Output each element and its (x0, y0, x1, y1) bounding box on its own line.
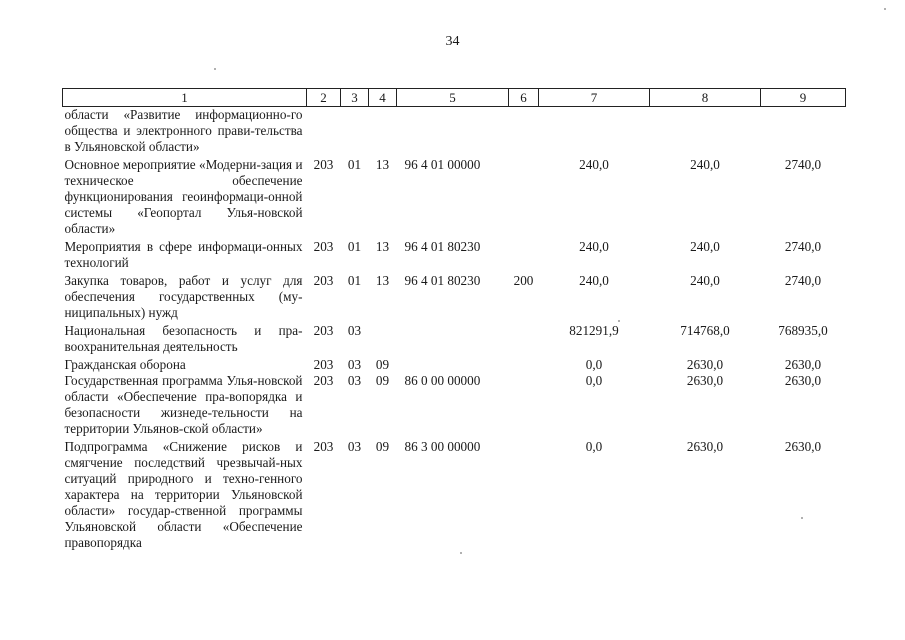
cell-subsection: 09 (375, 439, 390, 454)
cell-section: 01 (347, 239, 362, 254)
cell-amount-9 (761, 107, 846, 158)
cell-amount-8: 240,0 (690, 239, 720, 254)
cell-target-article (397, 323, 509, 357)
row-name: Гражданская оборона (64, 357, 186, 372)
cell-amount-9: 2630,0 (784, 373, 822, 388)
cell-target-article (397, 357, 509, 373)
cell-amount-7: 240,0 (579, 273, 609, 288)
cell-amount-8: 2630,0 (686, 357, 724, 372)
cell-amount-8: 240,0 (690, 157, 720, 172)
cell-section: 01 (347, 157, 362, 172)
cell-section: 03 (347, 357, 362, 372)
row-name: Подпрограмма «Снижение рисков и смягчение последствий чрезвычай-ных ситуаций природного и техно-генного характера на территории Ульяновской области» государ-ственной программы Ульяновской области «Обеспечение правопорядка (64, 439, 303, 550)
cell-section: 03 (347, 373, 362, 388)
table-header-row (63, 89, 846, 107)
cell-amount-9: 2740,0 (784, 239, 822, 254)
cell-adm: 203 (313, 439, 334, 454)
cell-amount-9: 2740,0 (784, 157, 822, 172)
table-row (63, 157, 846, 239)
cell-amount-7: 0,0 (585, 439, 603, 454)
cell-amount-7: 821291,9 (569, 323, 619, 338)
scan-speck (618, 320, 620, 322)
table-row (63, 373, 846, 439)
cell-target-article: 86 3 00 00000 (404, 439, 481, 454)
table-row (63, 107, 846, 158)
cell-subsection: 09 (375, 373, 390, 388)
cell-amount-8 (650, 107, 761, 158)
column-header: 1 (63, 89, 307, 107)
cell-subsection: 13 (375, 273, 390, 288)
cell-subsection: 09 (375, 357, 390, 372)
row-name: Государственная программа Улья-новской области «Обеспечение пра-вопорядка и безопасности жизнеде-тельности на территории Ульянов-ской области» (64, 373, 303, 436)
column-header: 6 (509, 89, 539, 107)
column-header: 3 (341, 89, 369, 107)
cell-amount-9: 2740,0 (784, 273, 822, 288)
cell-amount-8: 240,0 (690, 273, 720, 288)
cell-section: 03 (347, 323, 362, 338)
cell-subsection: 13 (375, 157, 390, 172)
table-row (63, 439, 846, 551)
cell-target-article: 96 4 01 00000 (404, 157, 481, 172)
cell-adm (307, 107, 341, 158)
cell-subsection: 13 (375, 239, 390, 254)
column-header: 8 (650, 89, 761, 107)
cell-amount-7: 240,0 (579, 239, 609, 254)
cell-subsection (369, 323, 397, 357)
budget-table (62, 88, 846, 551)
cell-expense-type (509, 323, 539, 357)
cell-expense-type (509, 239, 539, 273)
column-header: 5 (397, 89, 509, 107)
row-name: Закупка товаров, работ и услуг для обеспечения государственных (му-ниципальных) нужд (64, 273, 303, 320)
cell-expense-type (509, 373, 539, 439)
row-name: Мероприятия в сфере информаци-онных технологий (64, 239, 303, 270)
cell-target-article: 96 4 01 80230 (404, 239, 481, 254)
cell-amount-8: 2630,0 (686, 373, 724, 388)
cell-amount-7: 240,0 (579, 157, 609, 172)
row-name: Основное мероприятие «Модерни-зация и техническое обеспечение функционирования геоинформаци-онной системы «Геопортал Улья-новской области» (64, 157, 303, 236)
cell-section (341, 107, 369, 158)
cell-expense-type (509, 107, 539, 158)
scan-speck (460, 552, 462, 554)
column-header: 4 (369, 89, 397, 107)
cell-expense-type (509, 357, 539, 373)
cell-amount-8: 714768,0 (680, 323, 730, 338)
cell-adm: 203 (313, 357, 334, 372)
cell-subsection (369, 107, 397, 158)
table-row (63, 239, 846, 273)
cell-amount-9: 2630,0 (784, 357, 822, 372)
cell-amount-9: 2630,0 (784, 439, 822, 454)
table-row (63, 357, 846, 373)
cell-adm: 203 (313, 273, 334, 288)
cell-amount-7: 0,0 (585, 357, 603, 372)
cell-amount-7: 0,0 (585, 373, 603, 388)
cell-expense-type (509, 439, 539, 551)
column-header: 7 (539, 89, 650, 107)
table-row (63, 323, 846, 357)
cell-target-article: 86 0 00 00000 (404, 373, 481, 388)
cell-section: 03 (347, 439, 362, 454)
cell-adm: 203 (313, 239, 334, 254)
scan-speck (884, 8, 886, 10)
cell-adm: 203 (313, 323, 334, 338)
cell-adm: 203 (313, 373, 334, 388)
cell-target-article (397, 107, 509, 158)
cell-expense-type: 200 (513, 273, 534, 288)
scan-speck (214, 68, 216, 70)
column-header: 2 (307, 89, 341, 107)
cell-section: 01 (347, 273, 362, 288)
page-number: 34 (445, 34, 460, 49)
column-header: 9 (761, 89, 846, 107)
cell-expense-type (509, 157, 539, 239)
cell-amount-8: 2630,0 (686, 439, 724, 454)
scan-speck (801, 517, 803, 519)
cell-amount-7 (539, 107, 650, 158)
cell-target-article: 96 4 01 80230 (404, 273, 481, 288)
cell-amount-9: 768935,0 (778, 323, 828, 338)
table-row (63, 273, 846, 323)
row-name: Национальная безопасность и пра-воохранительная деятельность (64, 323, 303, 354)
cell-adm: 203 (313, 157, 334, 172)
row-name: области «Развитие информационно-го общества и электронного прави-тельства в Ульяновской области» (64, 107, 303, 154)
